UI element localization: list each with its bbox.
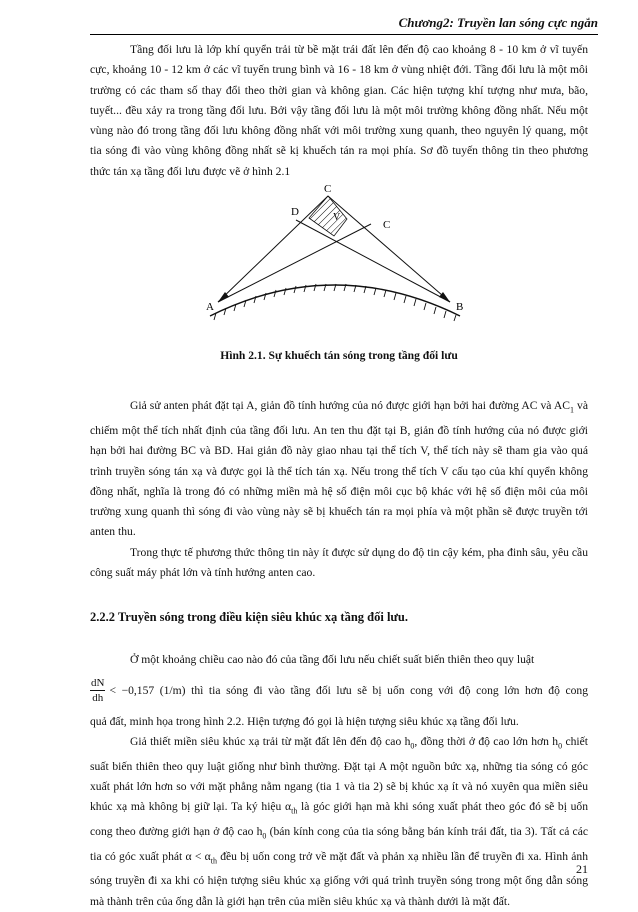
para5-t6: đều bị uốn cong trở về mặt đất và phản xạ nhiều lần để truyền đi xa. Hình ảnh sóng truyền đi xa khi có hiện tượng siêu khúc xạ giống với quá trình truyền sóng trong một ống dẫn sóng mà thành trên của ống dẫn là giới hạn trên của miền siêu khúc xạ và thành dưới là mặt đất. [90,849,588,908]
page-body [90,40,588,912]
label-c-right: C [383,219,391,232]
label-b: B [456,301,464,314]
paragraph-superrefraction-tail: quả đất, minh họa trong hình 2.2. Hiện tượng đó gọi là hiện tượng siêu khúc xạ tầng đối lưu. [90,714,519,728]
formula-text: < −0,157 (1/m) thì tia sóng đi vào tầng đối lưu sẽ bị uốn cong với độ cong lớn hơn độ cong [109,683,588,697]
para5-s3: th [291,806,298,816]
page-header [90,12,598,35]
para5-t3: chiết suất biến thiên theo quy luật giống như bình thường. Đặt tại A một nguồn bức xạ, những tia sóng có góc xuất phát lớn hơn so với mặt phẳng nằm ngang (tia 1 và tia 2) sẽ bị khúc xạ ít và nó xuyên qua miền siêu khúc xạ mà không bị giữ lại. Ta ký hiệu α [90,735,588,814]
paragraph-superrefraction-intro: Ở một khoảng chiều cao nào đó của tầng đối lưu nếu chiết suất biến thiên theo quy luật [130,652,535,666]
para5-s4: 0 [262,831,267,841]
figure-caption: Hình 2.1. Sự khuếch tán sóng trong tầng đối lưu [220,349,458,363]
earth-surface [210,285,460,316]
chapter-title: Chương2: Truyền lan sóng cực ngắn [398,15,598,30]
formula-line [90,670,588,712]
paragraph-practical-note: Trong thực tế phương thức thông tin này ít được sử dụng do độ tin cậy kém, pha đinh sâu, yêu cầu công suất máy phát lớn và tính hướng anten cao. [90,545,588,580]
para5-t2: , đồng thời ở độ cao lớn hơn h [414,735,559,749]
fraction-denominator: dh [92,692,104,705]
para2-sub: 1 [569,405,574,415]
scatter-diagram-svg [90,184,588,344]
label-d: D [291,206,299,219]
section-heading: 2.2.2 Truyền sóng trong điều kiện siêu khúc xạ tầng đối lưu. [90,610,408,625]
fraction-numerator: dN [91,677,105,690]
para5-t4: là góc giới hạn mà khi sóng xuất phát theo góc đó sẽ bị uốn cong theo đường giới hạn ở độ cao h [90,800,588,839]
label-a: A [206,301,214,314]
para2-text-a: Giả sử anten phát đặt tại A, giản đồ tính hướng của nó được giới hạn bởi hai đường AC và AC [130,399,570,413]
para5-s1: 0 [410,741,415,751]
figure-scatter-diagram [90,184,588,344]
page-number: 21 [576,862,588,876]
para2-text-b: và chiếm một thể tích nhất định của tầng đối lưu. An ten thu đặt tại B, giản đồ tính hướng của nó được giới hạn bởi hai đường BC và BD. Hai giản đồ này giao nhau tại thể tích V, thể tích này sẽ tham gia vào quá trình truyền sóng tán xạ và được gọi là thể tích tán xạ. Nếu trong thể tích V cấu tạo của khí quyển không đồng nhất, nghĩa là trong đó có những miền mà hệ số điện môi cục bộ khác với hệ số điện môi của môi trường xung quanh thì sóng đi vào vùng này sẽ bị khuếch tán ra mọi phía và một phần sẽ được truyền tới anten thu. [90,399,588,539]
paragraph-duct-description [90,732,588,912]
para5-t1: Giả thiết miền siêu khúc xạ trải từ mặt đất lên đến độ cao h [130,735,411,749]
fraction-dn-dh [90,676,105,705]
para5-s5: th [210,855,217,865]
para5-s2: 0 [558,741,563,751]
paragraph-troposphere-intro: Tầng đối lưu là lớp khí quyển trải từ bề mặt trái đất lên đến độ cao khoảng 8 - 10 km ở vĩ tuyến cực, khoảng 10 - 12 km ở các vĩ tuyến trung bình và 16 - 18 km ở vùng nhiệt đới. Tầng đối lưu là một môi trường có các tham số thay đổi theo thời gian và không gian. Các hiện tượng khí tượng như mưa, bão, tuyết... đều xảy ra trong tầng đối lưu. Bởi vậy tầng đối lưu là một môi trường không đồng nhất. Nếu một vùng nào đó trong tầng đối lưu không đồng nhất với môi trường xung quanh, theo nguyên lý quang, một tia sóng đi vào vùng không đồng nhất sẽ kị khuếch tán ra mọi phía. Sơ đồ tuyến thông tin theo phương thức tán xạ tầng đối lưu được vẽ ở hình 2.1 [90,43,588,178]
line-bc [328,196,450,302]
line-bd [296,220,450,302]
label-v: V [333,212,341,224]
label-c-top: C [324,184,332,196]
earth-hatching [214,284,456,321]
para5-t5: (bán kính cong của tia sóng bằng bán kính trái đất, tia 3). Tất cả các tia có góc xuất phát α < α [90,825,588,863]
paragraph-antenna-setup [90,396,588,542]
